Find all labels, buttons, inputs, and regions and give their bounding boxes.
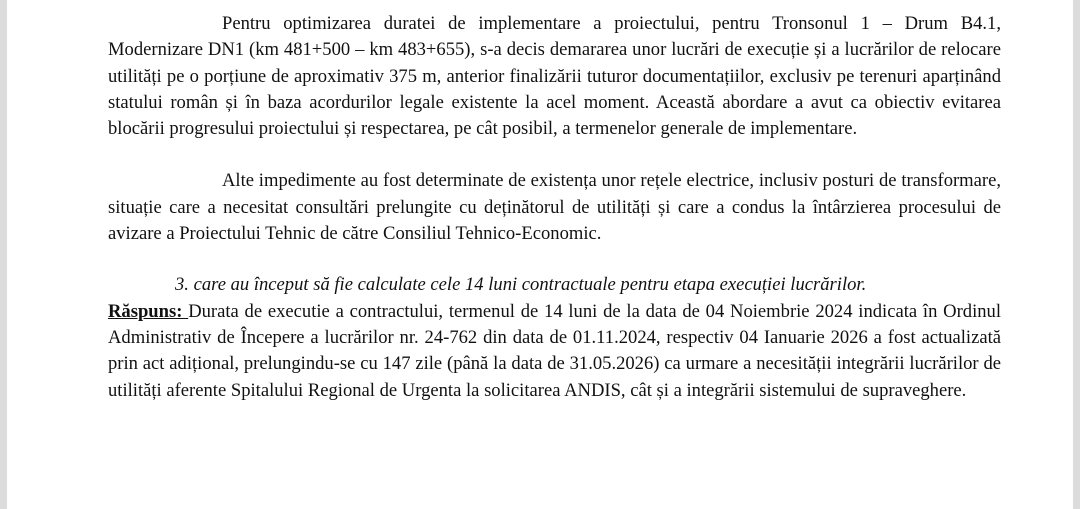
answer-paragraph [108, 299, 1001, 404]
answer-label: Răspuns: [108, 300, 189, 322]
answer-text: Durata de executie a contractului, termenul de 14 luni de la data de 04 Noiembrie 2024 indicata în Ordinul Administrativ de Începere a lucrărilor nr. 24-762 din data de 01.11.2024, respectiv 04 Ianuarie 2026 a fost actualizată prin act adițional, prelungindu-se cu 147 zile (până la data de 31.05.2026) ca urmare a necesității integrării lucrărilor de utilități aferente Spitalului Regional de Urgenta la solicitarea ANDIS, cât și a integrării sistemului de supraveghere. [108, 300, 1001, 401]
question-item-3: 3. care au început să fie calculate cele 14 luni contractuale pentru etapa execuției lucrărilor. [175, 274, 867, 296]
paragraph-spacer [108, 142, 1001, 168]
document-page [108, 11, 1001, 404]
left-edge-shadow [0, 0, 7, 509]
paragraph-other-impediments: Alte impedimente au fost determinate de existența unor rețele electrice, inclusiv posturi de transformare, situație care a necesitat consultări prelungite cu deținătorul de utilități și care a condus la întârzierea procesului de avizare a Proiectului Tehnic de către Consiliul Tehnico-Economic. [108, 170, 1001, 245]
right-edge-shadow [1073, 0, 1080, 509]
paragraph-spacer [108, 247, 1001, 272]
paragraph-implementation-optimization: Pentru optimizarea duratei de implementare a proiectului, pentru Tronsonul 1 – Drum B4.1, Modernizare DN1 (km 481+500 – km 483+655), s-a decis demararea unor lucrări de execuție și a lucrărilor de relocare utilități pe o porțiune de aproximativ 375 m, anterior finalizării tuturor documentațiilor, exclusiv pe terenuri aparținând statului român și în baza acordurilor legale existente la acel moment. Această abordare a avut ca obiectiv evitarea blocării progresului proiectului și respectarea, pe cât posibil, a termenelor generale de implementare. [108, 13, 1001, 140]
